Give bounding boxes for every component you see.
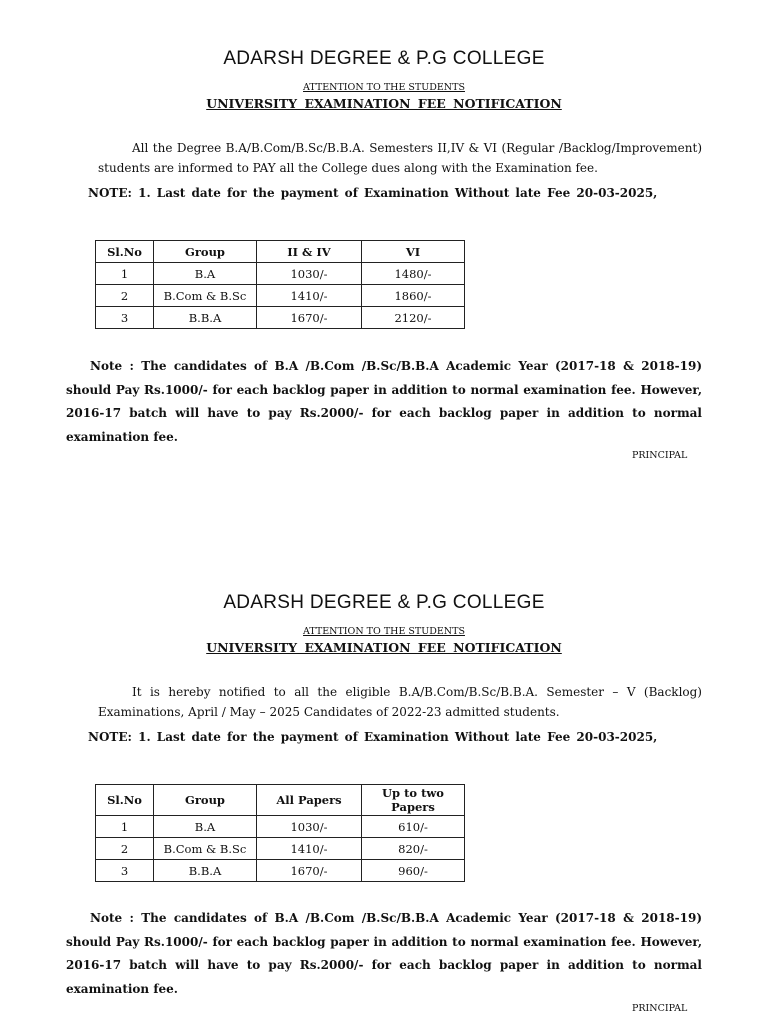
fee-table <box>95 240 465 329</box>
header-ii-iv: II & IV <box>257 241 362 263</box>
cell-group: B.Com & B.Sc <box>154 285 257 307</box>
header-up-to-two-papers: Up to two Papers <box>362 785 465 816</box>
backlog-note-text: Note : The candidates of B.A /B.Com /B.Sc/B.B.A Academic Year (2017-18 & 2018-19) should Pay Rs.1000/- for each backlog paper in addition to normal examination fee. However, 2016-17 batch will have to pay Rs.2000/- for each backlog paper in addition to normal examination fee. <box>66 359 702 444</box>
table-row <box>96 838 465 860</box>
cell-fee: 1030/- <box>257 816 362 838</box>
college-name: ADARSH DEGREE & P.G COLLEGE <box>223 592 545 613</box>
table-row <box>96 307 465 329</box>
cell-group: B.Com & B.Sc <box>154 838 257 860</box>
cell-fee: 1410/- <box>257 285 362 307</box>
cell-fee: 1670/- <box>257 860 362 882</box>
cell-fee: 820/- <box>362 838 465 860</box>
college-name: ADARSH DEGREE & P.G COLLEGE <box>223 48 545 69</box>
last-date-note: NOTE: 1. Last date for the payment of Examination Without late Fee 20-03-2025, <box>88 730 658 744</box>
cell-fee: 1860/- <box>362 285 465 307</box>
notification-title: UNIVERSITY EXAMINATION FEE NOTIFICATION <box>206 640 562 655</box>
cell-slno: 1 <box>96 816 154 838</box>
backlog-note-text: Note : The candidates of B.A /B.Com /B.Sc/B.B.A Academic Year (2017-18 & 2018-19) should Pay Rs.1000/- for each backlog paper in addition to normal examination fee. However, 2016-17 batch will have to pay Rs.2000/- for each backlog paper in addition to normal examination fee. <box>66 911 702 996</box>
principal-signature: PRINCIPAL <box>632 1003 688 1014</box>
attention-line: ATTENTION TO THE STUDENTS <box>303 626 465 637</box>
header-slno: Sl.No <box>96 241 154 263</box>
header-vi: VI <box>362 241 465 263</box>
table-row <box>96 816 465 838</box>
table-row <box>96 285 465 307</box>
cell-fee: 1670/- <box>257 307 362 329</box>
header-group: Group <box>154 241 257 263</box>
cell-fee: 2120/- <box>362 307 465 329</box>
intro-paragraph: All the Degree B.A/B.Com/B.Sc/B.B.A. Semesters II,IV & VI (Regular /Backlog/Improvement) students are informed to PAY all the College dues along with the Examination fee. <box>98 141 702 175</box>
table-row <box>96 860 465 882</box>
table-row <box>96 263 465 285</box>
cell-slno: 3 <box>96 307 154 329</box>
cell-group: B.A <box>154 263 257 285</box>
cell-fee: 1030/- <box>257 263 362 285</box>
header-all-papers: All Papers <box>257 785 362 816</box>
intro-paragraph: It is hereby notified to all the eligible B.A/B.Com/B.Sc/B.B.A. Semester – V (Backlog) Examinations, April / May – 2025 Candidates of 2022-23 admitted students. <box>98 685 702 719</box>
cell-slno: 3 <box>96 860 154 882</box>
cell-group: B.B.A <box>154 860 257 882</box>
cell-group: B.B.A <box>154 307 257 329</box>
cell-group: B.A <box>154 816 257 838</box>
principal-signature: PRINCIPAL <box>632 450 688 461</box>
cell-slno: 1 <box>96 263 154 285</box>
cell-fee: 610/- <box>362 816 465 838</box>
attention-line: ATTENTION TO THE STUDENTS <box>303 82 465 93</box>
header-group: Group <box>154 785 257 816</box>
notification-title: UNIVERSITY EXAMINATION FEE NOTIFICATION <box>206 96 562 111</box>
backlog-note <box>66 907 702 1001</box>
cell-fee: 1480/- <box>362 263 465 285</box>
cell-fee: 1410/- <box>257 838 362 860</box>
table-header-row <box>96 785 465 816</box>
cell-slno: 2 <box>96 838 154 860</box>
cell-fee: 960/- <box>362 860 465 882</box>
fee-table <box>95 784 465 882</box>
backlog-note <box>66 355 702 449</box>
cell-slno: 2 <box>96 285 154 307</box>
header-slno: Sl.No <box>96 785 154 816</box>
table-header-row <box>96 241 465 263</box>
last-date-note: NOTE: 1. Last date for the payment of Examination Without late Fee 20-03-2025, <box>88 186 658 200</box>
